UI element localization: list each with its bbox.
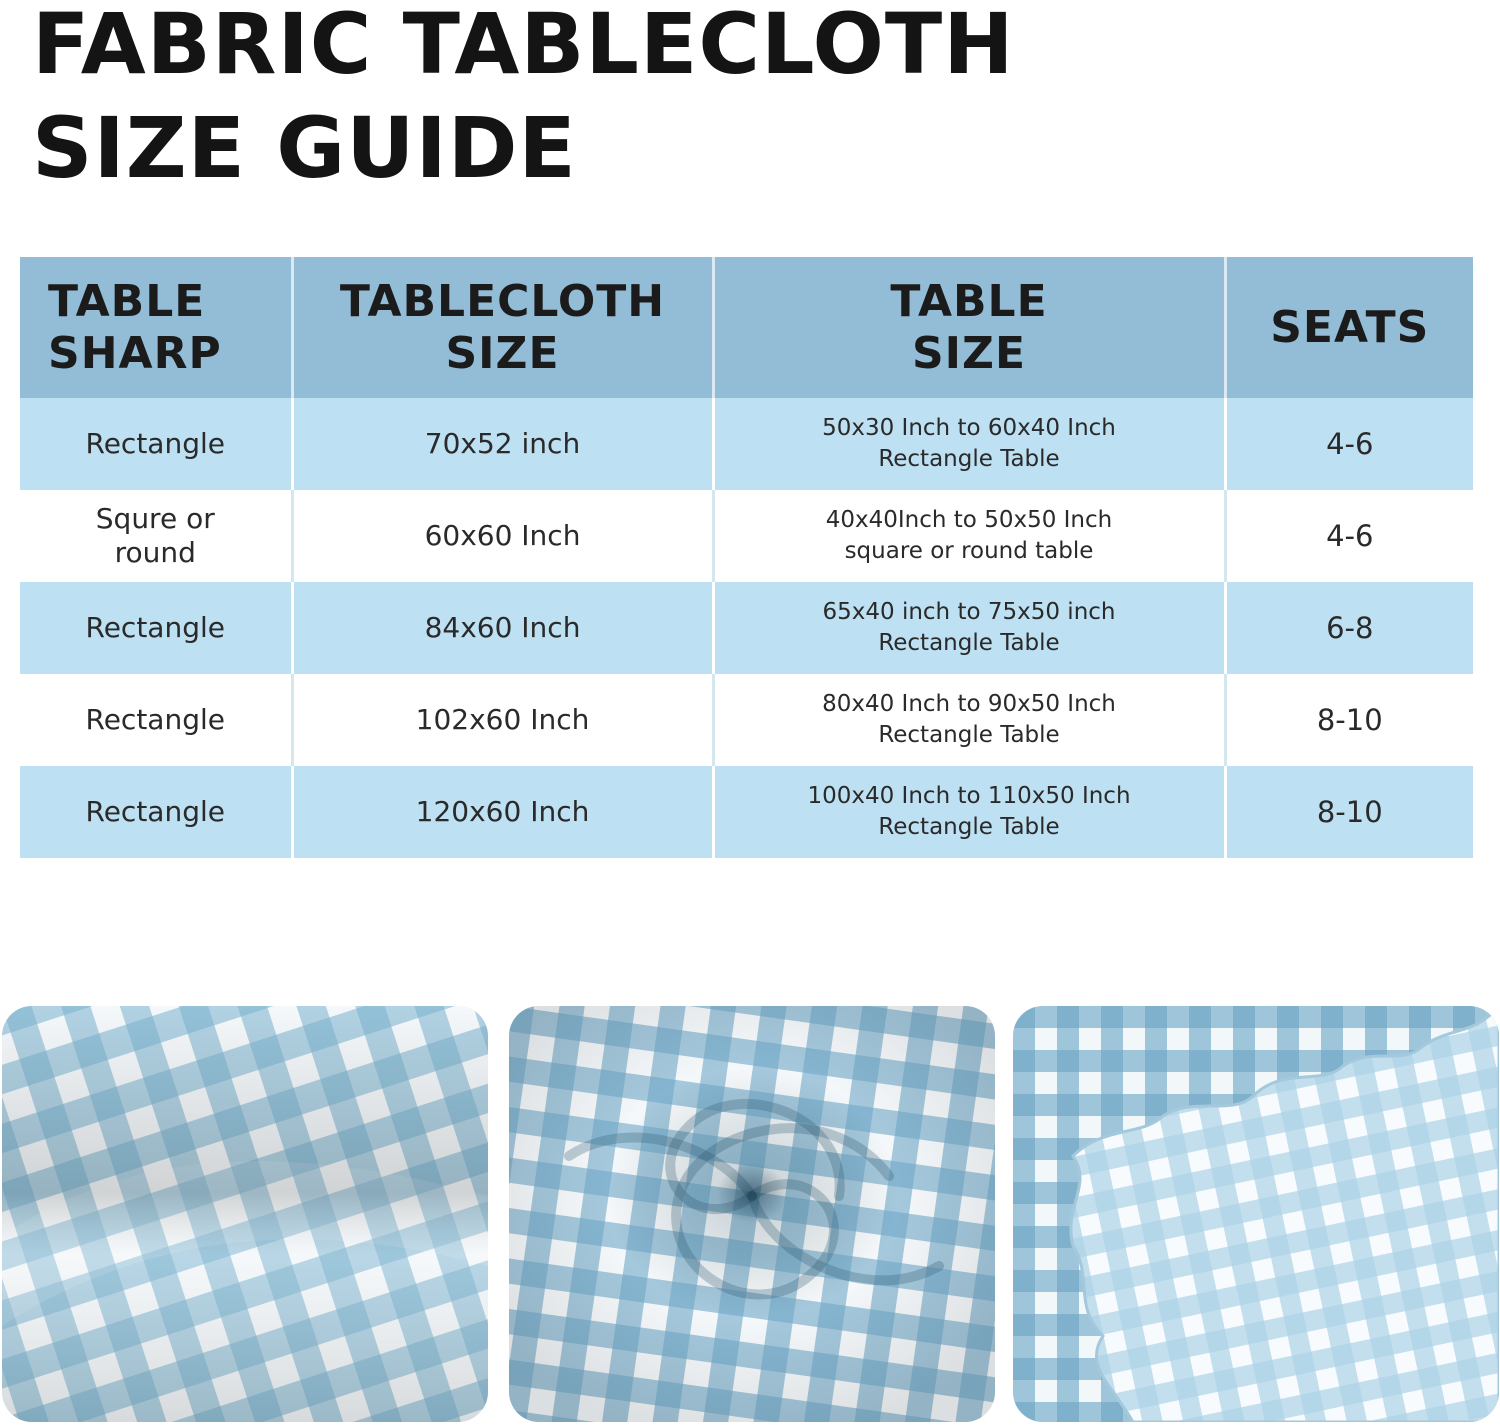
- cell-table-shape: [20, 674, 292, 766]
- cell-table-shape-line2: round: [114, 536, 196, 569]
- cell-table-size-line2: Rectangle Table: [878, 446, 1060, 472]
- table-row: [20, 766, 1473, 858]
- gingham-drape-image: [2, 1006, 488, 1422]
- table-row: [20, 490, 1473, 582]
- page-title: [32, 0, 1015, 200]
- cell-seats: 4-6: [1225, 490, 1473, 582]
- cell-table-size: [713, 398, 1225, 490]
- gingham-fabric-scalloped-edge-photo: [1013, 1006, 1499, 1422]
- title-line-2: SIZE GUIDE: [32, 99, 577, 197]
- cell-table-shape-text: Rectangle: [85, 703, 225, 736]
- gingham-swirl-image: [509, 1006, 995, 1422]
- gingham-scalloped-image: [1013, 1006, 1499, 1422]
- header-seats: SEATS: [1225, 257, 1473, 398]
- table-row: [20, 398, 1473, 490]
- cell-table-size-line2: square or round table: [844, 538, 1094, 564]
- cell-table-shape-text: Rectangle: [85, 427, 225, 460]
- title-line-1: FABRIC TABLECLOTH: [32, 0, 1015, 93]
- cell-table-shape-text: Rectangle: [85, 611, 225, 644]
- header-table-size-line2: SIZE: [911, 327, 1027, 379]
- header-tablecloth-size-line2: SIZE: [445, 327, 560, 379]
- cell-tablecloth-size: 84x60 Inch: [292, 582, 713, 674]
- header-table-size: [713, 257, 1225, 398]
- table-row: [20, 674, 1473, 766]
- cell-table-size: [713, 582, 1225, 674]
- cell-seats: 8-10: [1225, 674, 1473, 766]
- cell-table-shape: [20, 398, 292, 490]
- cell-tablecloth-size: 120x60 Inch: [292, 766, 713, 858]
- cell-seats: 6-8: [1225, 582, 1473, 674]
- gingham-fabric-swirl-photo: [509, 1006, 995, 1422]
- table-header-row: [20, 257, 1473, 398]
- cell-table-shape: [20, 766, 292, 858]
- cell-table-shape: [20, 582, 292, 674]
- table-row: [20, 582, 1473, 674]
- cell-table-size: [713, 674, 1225, 766]
- cell-table-size-line2: Rectangle Table: [878, 722, 1060, 748]
- cell-table-size: [713, 766, 1225, 858]
- header-table-shape-line1: TABLE: [48, 275, 206, 327]
- cell-table-size-line1: 50x30 Inch to 60x40 Inch: [822, 415, 1116, 441]
- cell-table-shape-line1: Squre or: [95, 502, 215, 535]
- header-tablecloth-size: [292, 257, 713, 398]
- cell-seats: 4-6: [1225, 398, 1473, 490]
- cell-table-size-line1: 40x40Inch to 50x50 Inch: [825, 507, 1113, 533]
- cell-tablecloth-size: 70x52 inch: [292, 398, 713, 490]
- header-table-shape-line2: SHARP: [48, 327, 222, 379]
- cell-tablecloth-size: 60x60 Inch: [292, 490, 713, 582]
- cell-table-size-line2: Rectangle Table: [878, 630, 1060, 656]
- gingham-fabric-drape-photo: [2, 1006, 488, 1422]
- cell-table-size-line1: 100x40 Inch to 110x50 Inch: [807, 783, 1131, 809]
- header-table-size-line1: TABLE: [890, 275, 1048, 327]
- header-table-shape: [20, 257, 292, 398]
- cell-tablecloth-size: 102x60 Inch: [292, 674, 713, 766]
- cell-table-shape-text: Rectangle: [85, 795, 225, 828]
- cell-table-shape: [20, 490, 292, 582]
- cell-table-size-line2: Rectangle Table: [878, 814, 1060, 840]
- header-tablecloth-size-line1: TABLECLOTH: [339, 275, 666, 327]
- size-table: [20, 257, 1473, 858]
- cell-seats: 8-10: [1225, 766, 1473, 858]
- cell-table-size: [713, 490, 1225, 582]
- cell-table-size-line1: 65x40 inch to 75x50 inch: [822, 599, 1116, 625]
- cell-table-size-line1: 80x40 Inch to 90x50 Inch: [822, 691, 1116, 717]
